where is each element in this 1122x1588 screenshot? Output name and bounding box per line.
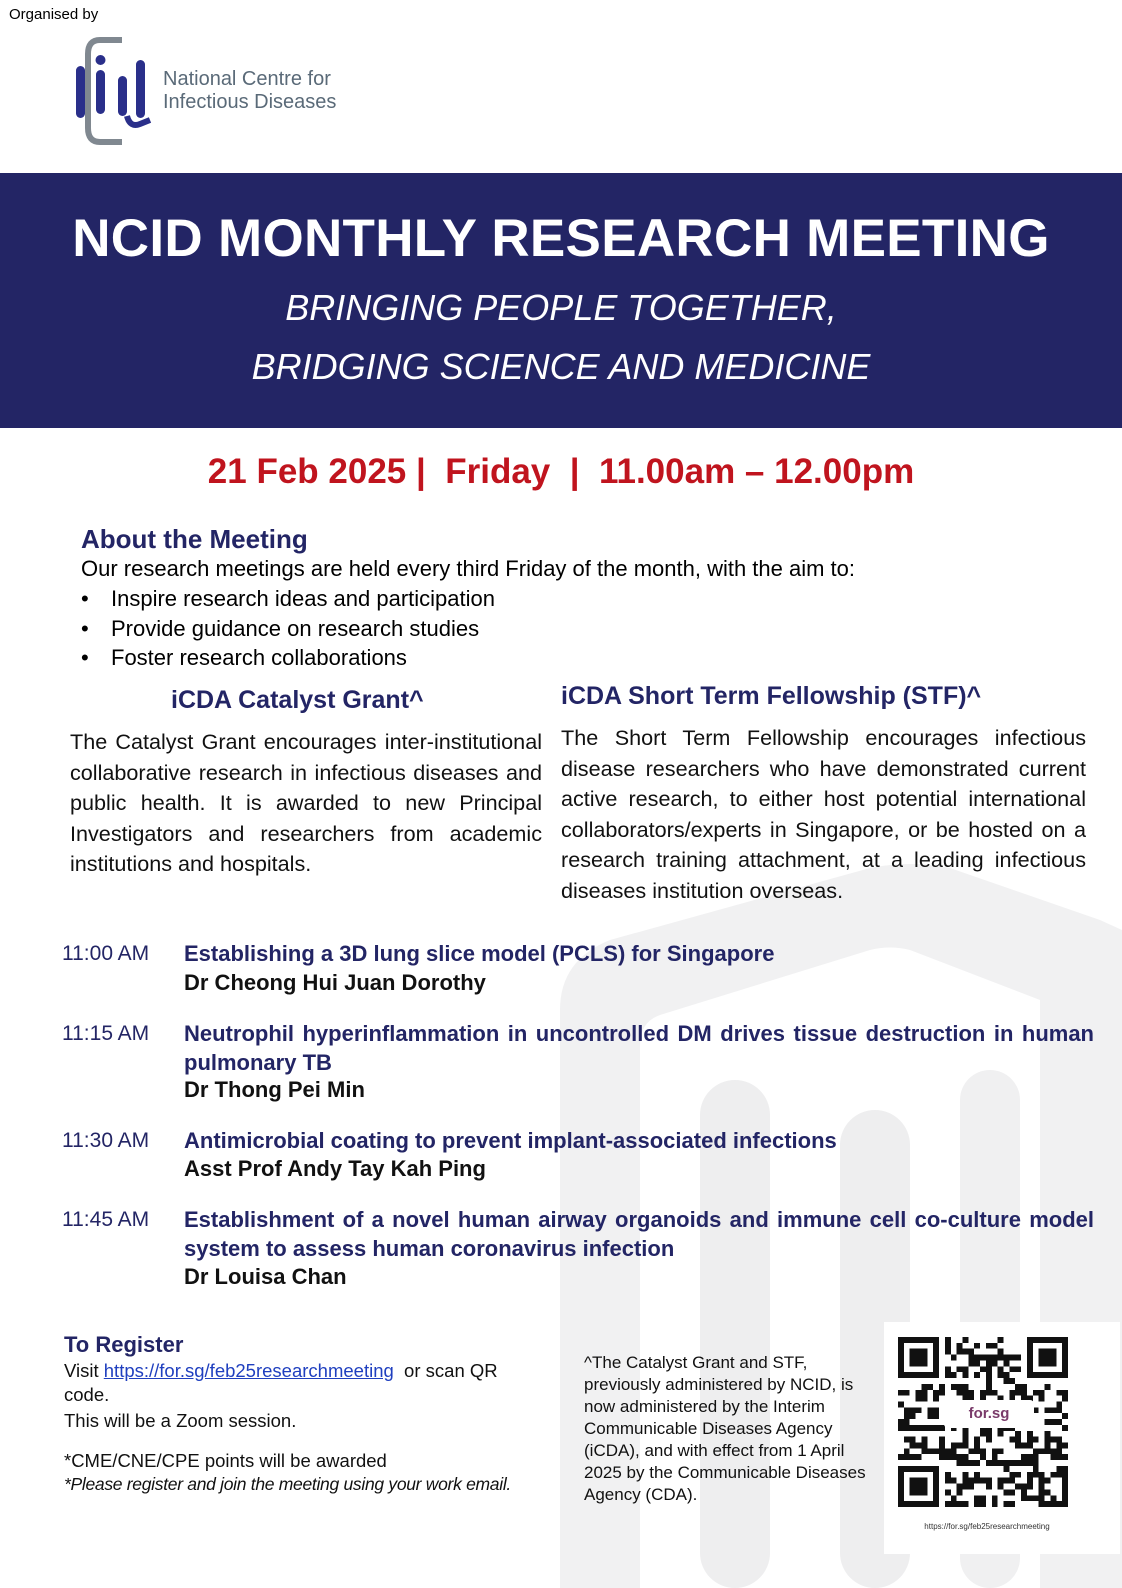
qr-caption: https://for.sg/feb25researchmeeting [924, 1522, 1050, 1531]
register-email-note: *Please register and join the meeting using your work email. [64, 1474, 511, 1494]
schedule-time: 11:45 AM [62, 1208, 150, 1231]
register-link[interactable]: https://for.sg/feb25researchmeeting [103, 1360, 394, 1381]
banner-subtitle-line1: BRINGING PEOPLE TOGETHER, [285, 287, 837, 328]
talk-title: Neutrophil hyperinflammation in uncontrolled DM drives tissue destruction in human pulmonary TB [184, 1021, 1094, 1075]
talk-title: Antimicrobial coating to prevent implant-associated infections [184, 1128, 837, 1153]
footnote: ^The Catalyst Grant and STF, previously administered by NCID, is now administered by the Interim Communicable Diseases Agency (iCDA), and with effect from 1 April 2025 by the Communicable Diseases Agency (CDA). [584, 1353, 866, 1504]
about-intro: Our research meetings are held every third Friday of the month, with the aim to: [81, 556, 856, 581]
event-dateline: 21 Feb 2025 | Friday | 11.00am – 12.00pm [207, 452, 915, 491]
ncid-logo-text [163, 68, 336, 114]
page-title: NCID MONTHLY RESEARCH MEETING [72, 209, 1050, 268]
register-line2: code. [64, 1384, 110, 1405]
organised-by-label: Organised by [9, 6, 99, 23]
about-bullet-list [81, 584, 495, 673]
banner-subtitle-line2: BRIDGING SCIENCE AND MEDICINE [251, 346, 871, 387]
schedule-time: 11:15 AM [62, 1022, 150, 1045]
qr-code[interactable] [884, 1322, 1120, 1554]
catalyst-grant-heading: iCDA Catalyst Grant^ [171, 686, 424, 714]
talk-speaker: Asst Prof Andy Tay Kah Ping [184, 1156, 486, 1181]
talk-title: Establishing a 3D lung slice model (PCLS) for Singapore [184, 941, 775, 966]
register-points-note: *CME/CNE/CPE points will be awarded [64, 1450, 387, 1471]
ncid-logo-icon [70, 36, 154, 146]
stf-text: The Short Term Fellowship encourages infectious disease researchers who have demonstrated current active research, to either host potential international collaborators/experts in Singapore, or be hosted on a research training attachment, at a leading infectious diseases institution overseas. [561, 725, 1086, 903]
about-bullet: • Provide guidance on research studies [81, 614, 495, 644]
about-bullet: • Foster research collaborations [81, 643, 495, 673]
register-zoom-note: This will be a Zoom session. [64, 1410, 297, 1431]
catalyst-grant-text: The Catalyst Grant encourages inter-institutional collaborative research in infectious diseases and public health. It is awarded to new Principal Investigators and researchers from academic institutions and hospitals. [70, 729, 542, 876]
talk-speaker: Dr Cheong Hui Juan Dorothy [184, 970, 486, 995]
register-visit-prefix: Visit [64, 1360, 104, 1381]
talk-speaker: Dr Thong Pei Min [184, 1077, 365, 1102]
about-heading: About the Meeting [81, 524, 308, 554]
register-visit-line [64, 1360, 498, 1382]
schedule-time: 11:00 AM [62, 942, 150, 965]
logo-text-line1: National Centre for [163, 68, 331, 90]
talk-speaker: Dr Louisa Chan [184, 1264, 347, 1289]
register-heading: To Register [64, 1332, 184, 1357]
logo-text-line2: Infectious Diseases [163, 91, 337, 113]
talk-title: Establishment of a novel human airway organoids and immune cell co-culture model system to assess human coronavirus infection [184, 1207, 1094, 1261]
stf-heading: iCDA Short Term Fellowship (STF)^ [561, 682, 982, 710]
about-bullet: • Inspire research ideas and participation [81, 584, 495, 614]
qr-badge: for.sg [944, 1400, 1034, 1428]
schedule-time: 11:30 AM [62, 1129, 150, 1152]
register-visit-suffix: or scan QR [393, 1360, 498, 1381]
